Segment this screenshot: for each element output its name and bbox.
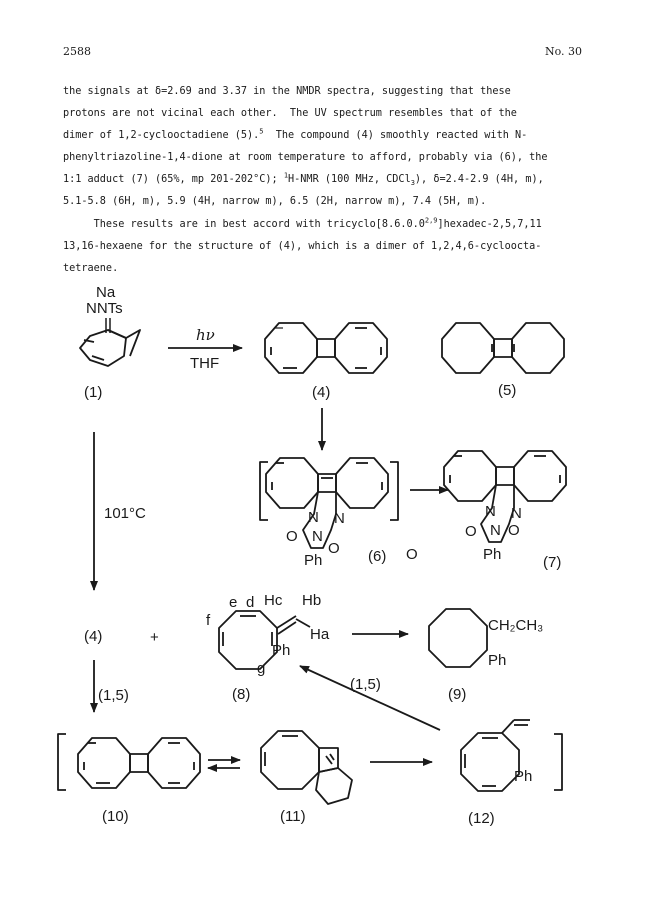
carbon-e: e — [229, 594, 238, 611]
body-line-3: dimer of 1,2-cyclooctadiene (5).$^5$ The compound (4) smoothly reacted with N- — [63, 127, 528, 141]
atom-o-7-bottom: O — [508, 522, 520, 539]
label-compound-6: (6) — [368, 548, 387, 565]
phenyl-8: Ph — [272, 642, 291, 659]
page-number: 2588 — [63, 45, 91, 58]
proton-hb: Hb — [302, 592, 322, 609]
label-compound-4-second: (4) — [84, 628, 103, 645]
label-compound-10: (10) — [102, 808, 129, 825]
label-compound-11: (11) — [280, 808, 306, 825]
body-line-6: 5.1-5.8 (6H, m), 5.9 (4H, narrow m), 6.5 (2H, narrow m), 7.4 (5H, m). — [63, 196, 487, 207]
atom-n-7-right: N — [511, 505, 522, 522]
atom-n: N — [308, 509, 319, 526]
temperature-label: 101°C — [104, 505, 146, 522]
sodium-label: Na — [96, 284, 116, 301]
label-compound-1: (1) — [84, 384, 103, 401]
proton-hc: Hc — [264, 592, 283, 609]
body-line-4: phenyltriazoline-1,4-dione at room temperature to afford, probably via (6), the — [63, 152, 548, 163]
atom-n: N — [485, 503, 496, 520]
phenyl-12: Ph — [514, 768, 533, 785]
shift-label-2: (1,5) — [350, 676, 381, 693]
atom-n-bottom: N — [312, 528, 323, 545]
nnts-label: NNTs — [86, 300, 123, 317]
atom-o-bottom: O — [328, 540, 340, 557]
atom-o-right: O — [406, 546, 418, 563]
atom-o: O — [465, 523, 477, 540]
phenyl-9: Ph — [488, 652, 507, 669]
carbon-f: f — [206, 612, 211, 629]
ethyl-label: CH₂CH₃ — [488, 617, 544, 634]
hv-label: hν — [196, 326, 215, 344]
atom-n-7-bottom: N — [490, 522, 501, 539]
label-compound-8: (8) — [232, 686, 251, 703]
atom-n-right: N — [334, 510, 345, 527]
body-line-9: tetraene. — [63, 263, 119, 274]
atom-ph: Ph — [304, 552, 323, 569]
shift-label: (1,5) — [98, 687, 129, 704]
label-compound-4: (4) — [312, 384, 331, 401]
label-compound-9: (9) — [448, 686, 467, 703]
issue-number: No. 30 — [545, 45, 583, 58]
carbon-g: g — [257, 660, 266, 677]
thf-label: THF — [190, 355, 220, 372]
body-line-2: protons are not vicinal each other. The UV spectrum resembles that of the — [63, 108, 517, 119]
atom-ph: Ph — [483, 546, 502, 563]
proton-ha: Ha — [310, 626, 330, 643]
body-line-5: 1:1 adduct (7) (65%, mp 201-202°C); $^1$H-NMR (100 MHz, CDCl$_3$), δ=2.4-2.9 (4H, m), — [63, 171, 544, 188]
body-line-8: 13,16-hexaene for the structure of (4), which is a dimer of 1,2,4,6-cycloocta- — [63, 241, 542, 252]
body-line-7: These results are in best accord with tricyclo[8.6.0.0$^{2,9}$]hexadec-2,5,7,11 — [63, 216, 542, 230]
atom-o: O — [286, 528, 298, 545]
label-compound-5: (5) — [498, 382, 517, 399]
plus-sign: + — [150, 629, 159, 646]
label-compound-12: (12) — [468, 810, 495, 827]
carbon-d: d — [246, 594, 255, 611]
label-compound-7: (7) — [543, 554, 562, 571]
body-line-1: the signals at δ=2.69 and 3.37 in the NMDR spectra, suggesting that these — [63, 86, 511, 97]
